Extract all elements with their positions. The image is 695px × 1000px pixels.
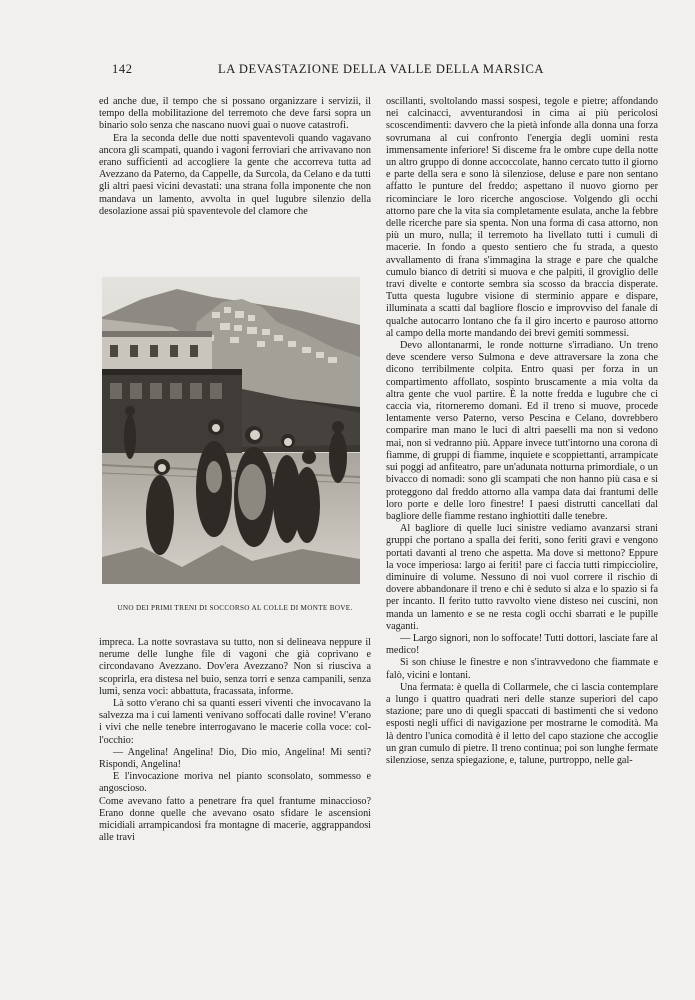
paragraph: Al bagliore di quelle luci sinistre vediamo avanzarsi strani gruppi che portano a spalla dei feriti, sono feriti gravi e vengono portati davanti al treno che aspetta. Ma dove si mettono? Eppure la voce imperiosa: largo ai feriti! pare ci faccia tutti rimpicciolire, diminuire di volume. Nessuno di noi vuol correre il rischio di dovere abbandonare il treno e chi è seduto si alza e lo spazio si fa per incanto. Il ferito tutto ravvolto viene disteso nei cuscini, non manda un lamento e se ne resta cogli occhi sbarrati e le pupille vaganti. (386, 523, 658, 632)
column-right (386, 96, 658, 767)
quoted-line: — Angelina! Angelina! Dio, Dio mio, Angelina! Mi senti? Rispondi, Angelina! (99, 746, 371, 771)
paragraph: oscillanti, svoltolando massi sospesi, tegole e pietre; affondando nei calcinacci, avventurandosi in cima ai più pericolosi scoscendimenti: davvero che la pietà infonde alla donna una forza sovrumana al cui confronto l'energia degli uomini resta immensamente inferiore! Si disceme fra le ombre cupe della notte un altro gruppo di donne accoccolate, hanno cercato tutto il giorno e parte della sera e sono là silenziose, deluse e pare non sentano affatto le punture del freddo; aspettano il nuovo giorno per ricominciare le loro ricerche angosciose. Volgendo gli occhi attorno pare che la vita sia completamente esulata, anche la febbre delle ricerche pare sia spenta. Non una forma di casa attorno, non più un muro, nulla; il terremoto ha livellato tutti i cumuli di macerie. In fondo a questo sentiero che fu strada, a questo avvallamento di frana s'immagina la strage e pare che qualche cumulo bianco di detriti si muova e che palpiti, il groviglio delle travi divelte e contorte sembra sia scosso da braccia disperate. Tutta questa lugubre visione di sterminio appare e dispare, illuminata a scatti dal bagliore floscio e improvviso del fanale di qualche autocarro lontano che fa il giro incerto e pauroso attorno al campo della morte mandando dei brevi gemiti sommessi. (386, 96, 658, 339)
paragraph: Come avevano fatto a penetrare fra quel frantume minaccioso? Erano donne quelle che avevano osato sfidare le ascensioni micidiali arrampicandosi fra montagne di macerie, aggrappandosi alle travi (99, 795, 371, 844)
paragraph: Là sotto v'erano chi sa quanti esseri viventi che invocavano la salvezza ma i cui lamenti venivano soffocati dalle rovine! V'erano i vivi che nelle tenebre interrogavano le macerie colla voce: col-l'occhio: (99, 698, 371, 746)
photograph-relief-train (102, 277, 360, 584)
column-left-top (99, 96, 371, 218)
paragraph: Una fermata: è quella di Collarmele, che ci lascia contemplare a lungo i quattro quadrati neri delle stanze superiori del capo stazione; pare uno di quegli spaccati di bastimenti che si vedono esposti negli uffici di navigazione per mostrarne le comodità. Ma là dentro l'unica comodità è il letto del capo stazione che accoglie un gran cumulo di pietre. Il treno continua; poi son lunghe fermate silenziose, senza spiegazione, e, talune, purtroppo, nelle gal- (386, 681, 658, 766)
relief-train-photo-drawing (102, 277, 360, 584)
photo-caption: UNO DEI PRIMI TRENI DI SOCCORSO AL COLLE DI MONTE BOVE. (117, 604, 353, 612)
paragraph: Devo allontanarmi, le ronde notturne s'irradiano. Un treno deve scendere verso Sulmona e deve attraversare la zona che dicono terribilmente colpita. Entro quasi per forza in un compartimento affollato, sospinto bruscamente a mia volta da altra gente che vuol partire. È la notte fredda e lugubre che ci caccia via, ritorneremo domani. Ed il treno si muove, procede lentamente verso Paterno, verso Pescina e Celano, dovrebbero comparire man mano le luci di altri paeselli ma non si vedono mai, non si vedranno più. Appare invece tutt'intorno una corona di fiamme, di gruppi di fiamme, inquiete e scoppiettanti, arrampicate sui poggi ad anfiteatro, pare un'adunata notturna primordiale, o un bivacco di nomadi: sono gli scampati che non hanno più casa e si proteggono dal freddo attorno alla vampa data dai frantumi delle loro porte e delle loro finestre! I paesi distrutti cancellati dal bagliore delle fiamme restano inghiottiti dalle tenebre. (386, 340, 658, 522)
quoted-line: — Largo signori, non lo soffocate! Tutti dottori, lasciate fare al medico! (386, 632, 658, 657)
paragraph: ed anche due, il tempo che si possano organizzare i servizii, il tempo della mobilitazione del terremoto che deve farsi sopra un binario solo senza che nascano nuovi guai o nuove catastrofi. (99, 96, 371, 132)
running-header (112, 62, 592, 78)
running-title: LA DEVASTAZIONE DELLA VALLE DELLA MARSICA (218, 62, 545, 76)
paragraph: impreca. La notte sovrastava su tutto, non si delineava neppure il nerume delle lunghe file di vagoni che già coprivano e circondavano Avezzano. Dov'era Avezzano? Non si riusciva a scoprirla, era distesa nel buio, senza torri e senza campanili, senza lumi, senza voci: abbattuta, fracassata, informe. (99, 637, 371, 697)
paragraph: Si son chiuse le finestre e non s'intravvedono che fiammate e falò, vicini e lontani. (386, 657, 658, 681)
paragraph: E l'invocazione moriva nel pianto sconsolato, sommesso e angoscioso. (99, 771, 371, 795)
paragraph: Era la seconda delle due notti spaventevoli quando vagavano ancora gli scampati, quando i vagoni ferroviari che arrivavano non erano sufficienti ad accogliere la gente che accorreva tutta ad Avezzano da Paterno, da Cappelle, da Surcola, da Celano e da tutti gli altri paesi vicini devastati: una strana folla imponente che non mandava un lamento, avvolta in quel lugubre silenzio della desolazione assai più spaventevole del clamore che (99, 132, 371, 217)
page-number: 142 (112, 62, 133, 76)
column-left-bottom (99, 637, 371, 844)
